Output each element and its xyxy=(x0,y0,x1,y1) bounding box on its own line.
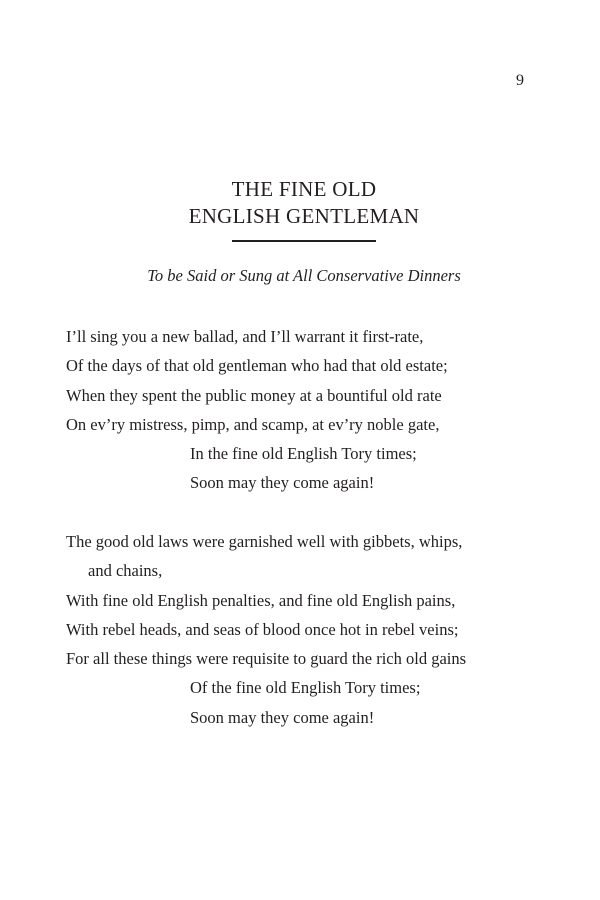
poem-line-continuation: and chains, xyxy=(88,561,163,581)
poem-refrain-line: Of the fine old English Tory times; xyxy=(190,678,421,698)
poem-line: When they spent the public money at a bountiful old rate xyxy=(66,385,442,405)
poem-line: With rebel heads, and seas of blood once hot in rebel veins; xyxy=(66,619,459,639)
poem-refrain-line: Soon may they come again! xyxy=(190,473,375,493)
poem-subtitle: To be Said or Sung at All Conservative Dinners xyxy=(147,266,461,285)
poem-line: With fine old English penalties, and fine old English pains, xyxy=(66,590,456,610)
poem-title-line-2: ENGLISH GENTLEMAN xyxy=(188,204,420,228)
page-number: 9 xyxy=(516,72,524,89)
poem-title-line-1: THE FINE OLD xyxy=(231,177,377,201)
poem-title xyxy=(0,176,600,230)
stanza-1 xyxy=(66,322,566,498)
stanza-2 xyxy=(66,527,566,732)
poem-refrain-line: Soon may they come again! xyxy=(190,707,375,727)
poem-line: I’ll sing you a new ballad, and I’ll warrant it first-rate, xyxy=(66,327,424,346)
poem-line: Of the days of that old gentleman who had that old estate; xyxy=(66,356,448,376)
poem-line: The good old laws were garnished well with gibbets, whips, xyxy=(66,532,463,551)
poem-refrain-line: In the fine old English Tory times; xyxy=(190,444,417,464)
title-rule-divider xyxy=(232,240,376,242)
poem-line: For all these things were requisite to guard the rich old gains xyxy=(66,649,467,669)
poem-line: On ev’ry mistress, pimp, and scamp, at ev’ry noble gate, xyxy=(66,414,440,434)
